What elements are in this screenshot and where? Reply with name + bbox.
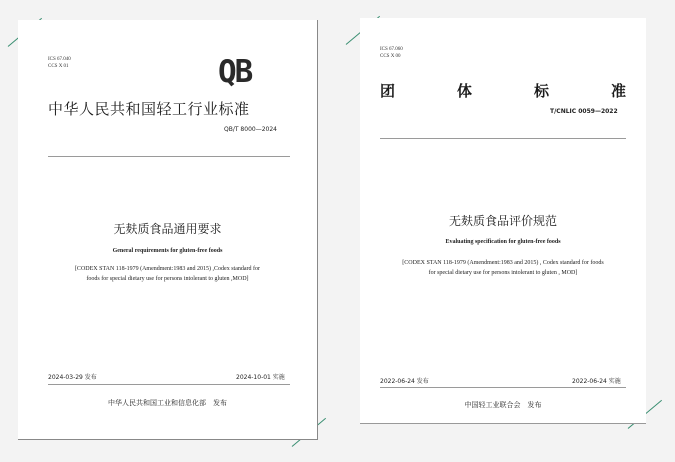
effective-date: 2022-06-24 实施 bbox=[572, 378, 621, 385]
footer-rule bbox=[380, 387, 626, 388]
standard-category bbox=[380, 80, 626, 101]
document-title-en: Evaluating specification for gluten-free foods bbox=[445, 239, 561, 245]
reference-line: foods for special dietary use for persons intolerant to gluten ,MOD] bbox=[86, 276, 249, 282]
ics-line: ICS 67.060 bbox=[380, 47, 403, 52]
standard-number: QB/T 8000—2024 bbox=[224, 126, 277, 133]
standard-category: 中华人民共和国轻工行业标准 bbox=[48, 100, 250, 118]
right-standard-cover bbox=[360, 18, 646, 424]
ccs-line: CCS X 01 bbox=[48, 64, 69, 69]
category-char: 体 bbox=[456, 82, 472, 100]
category-char: 准 bbox=[610, 82, 626, 100]
reference-note bbox=[18, 264, 317, 284]
header-rule bbox=[48, 156, 290, 157]
document-title-en: General requirements for gluten-free foods bbox=[112, 248, 223, 254]
qb-logo: QB bbox=[218, 54, 252, 90]
reference-line: [CODEX STAN 118-1979 (Amendment:1983 and 2015) , Codex standard for foods bbox=[402, 260, 604, 266]
standard-number: T/CNLIC 0059—2022 bbox=[550, 108, 618, 115]
ccs-line: CCS X 00 bbox=[380, 54, 401, 59]
ics-code bbox=[48, 56, 71, 70]
issuer: 中华人民共和国工业和信息化部 发布 bbox=[108, 399, 227, 407]
document-title-cn: 无麸质食品评价规范 bbox=[448, 214, 557, 228]
ics-code bbox=[380, 46, 403, 60]
ics-line: ICS 67.040 bbox=[48, 57, 71, 62]
reference-note bbox=[360, 258, 646, 278]
category-char: 团 bbox=[380, 82, 396, 100]
effective-date: 2024-10-01 实施 bbox=[236, 374, 285, 381]
document-title-cn: 无麸质食品通用要求 bbox=[113, 222, 222, 236]
publish-date: 2024-03-29 发布 bbox=[48, 374, 97, 381]
reference-line: for special dietary use for persons intolerant to gluten , MOD] bbox=[428, 270, 578, 276]
header-rule bbox=[380, 138, 626, 139]
reference-line: [CODEX STAN 118-1979 (Amendment:1983 and 2015) ,Codex standard for bbox=[74, 266, 261, 272]
left-standard-cover bbox=[18, 20, 318, 440]
publish-date: 2022-06-24 发布 bbox=[380, 378, 429, 385]
issuer: 中国轻工业联合会 发布 bbox=[464, 401, 542, 409]
category-char: 标 bbox=[533, 82, 549, 100]
footer-rule bbox=[48, 384, 290, 385]
